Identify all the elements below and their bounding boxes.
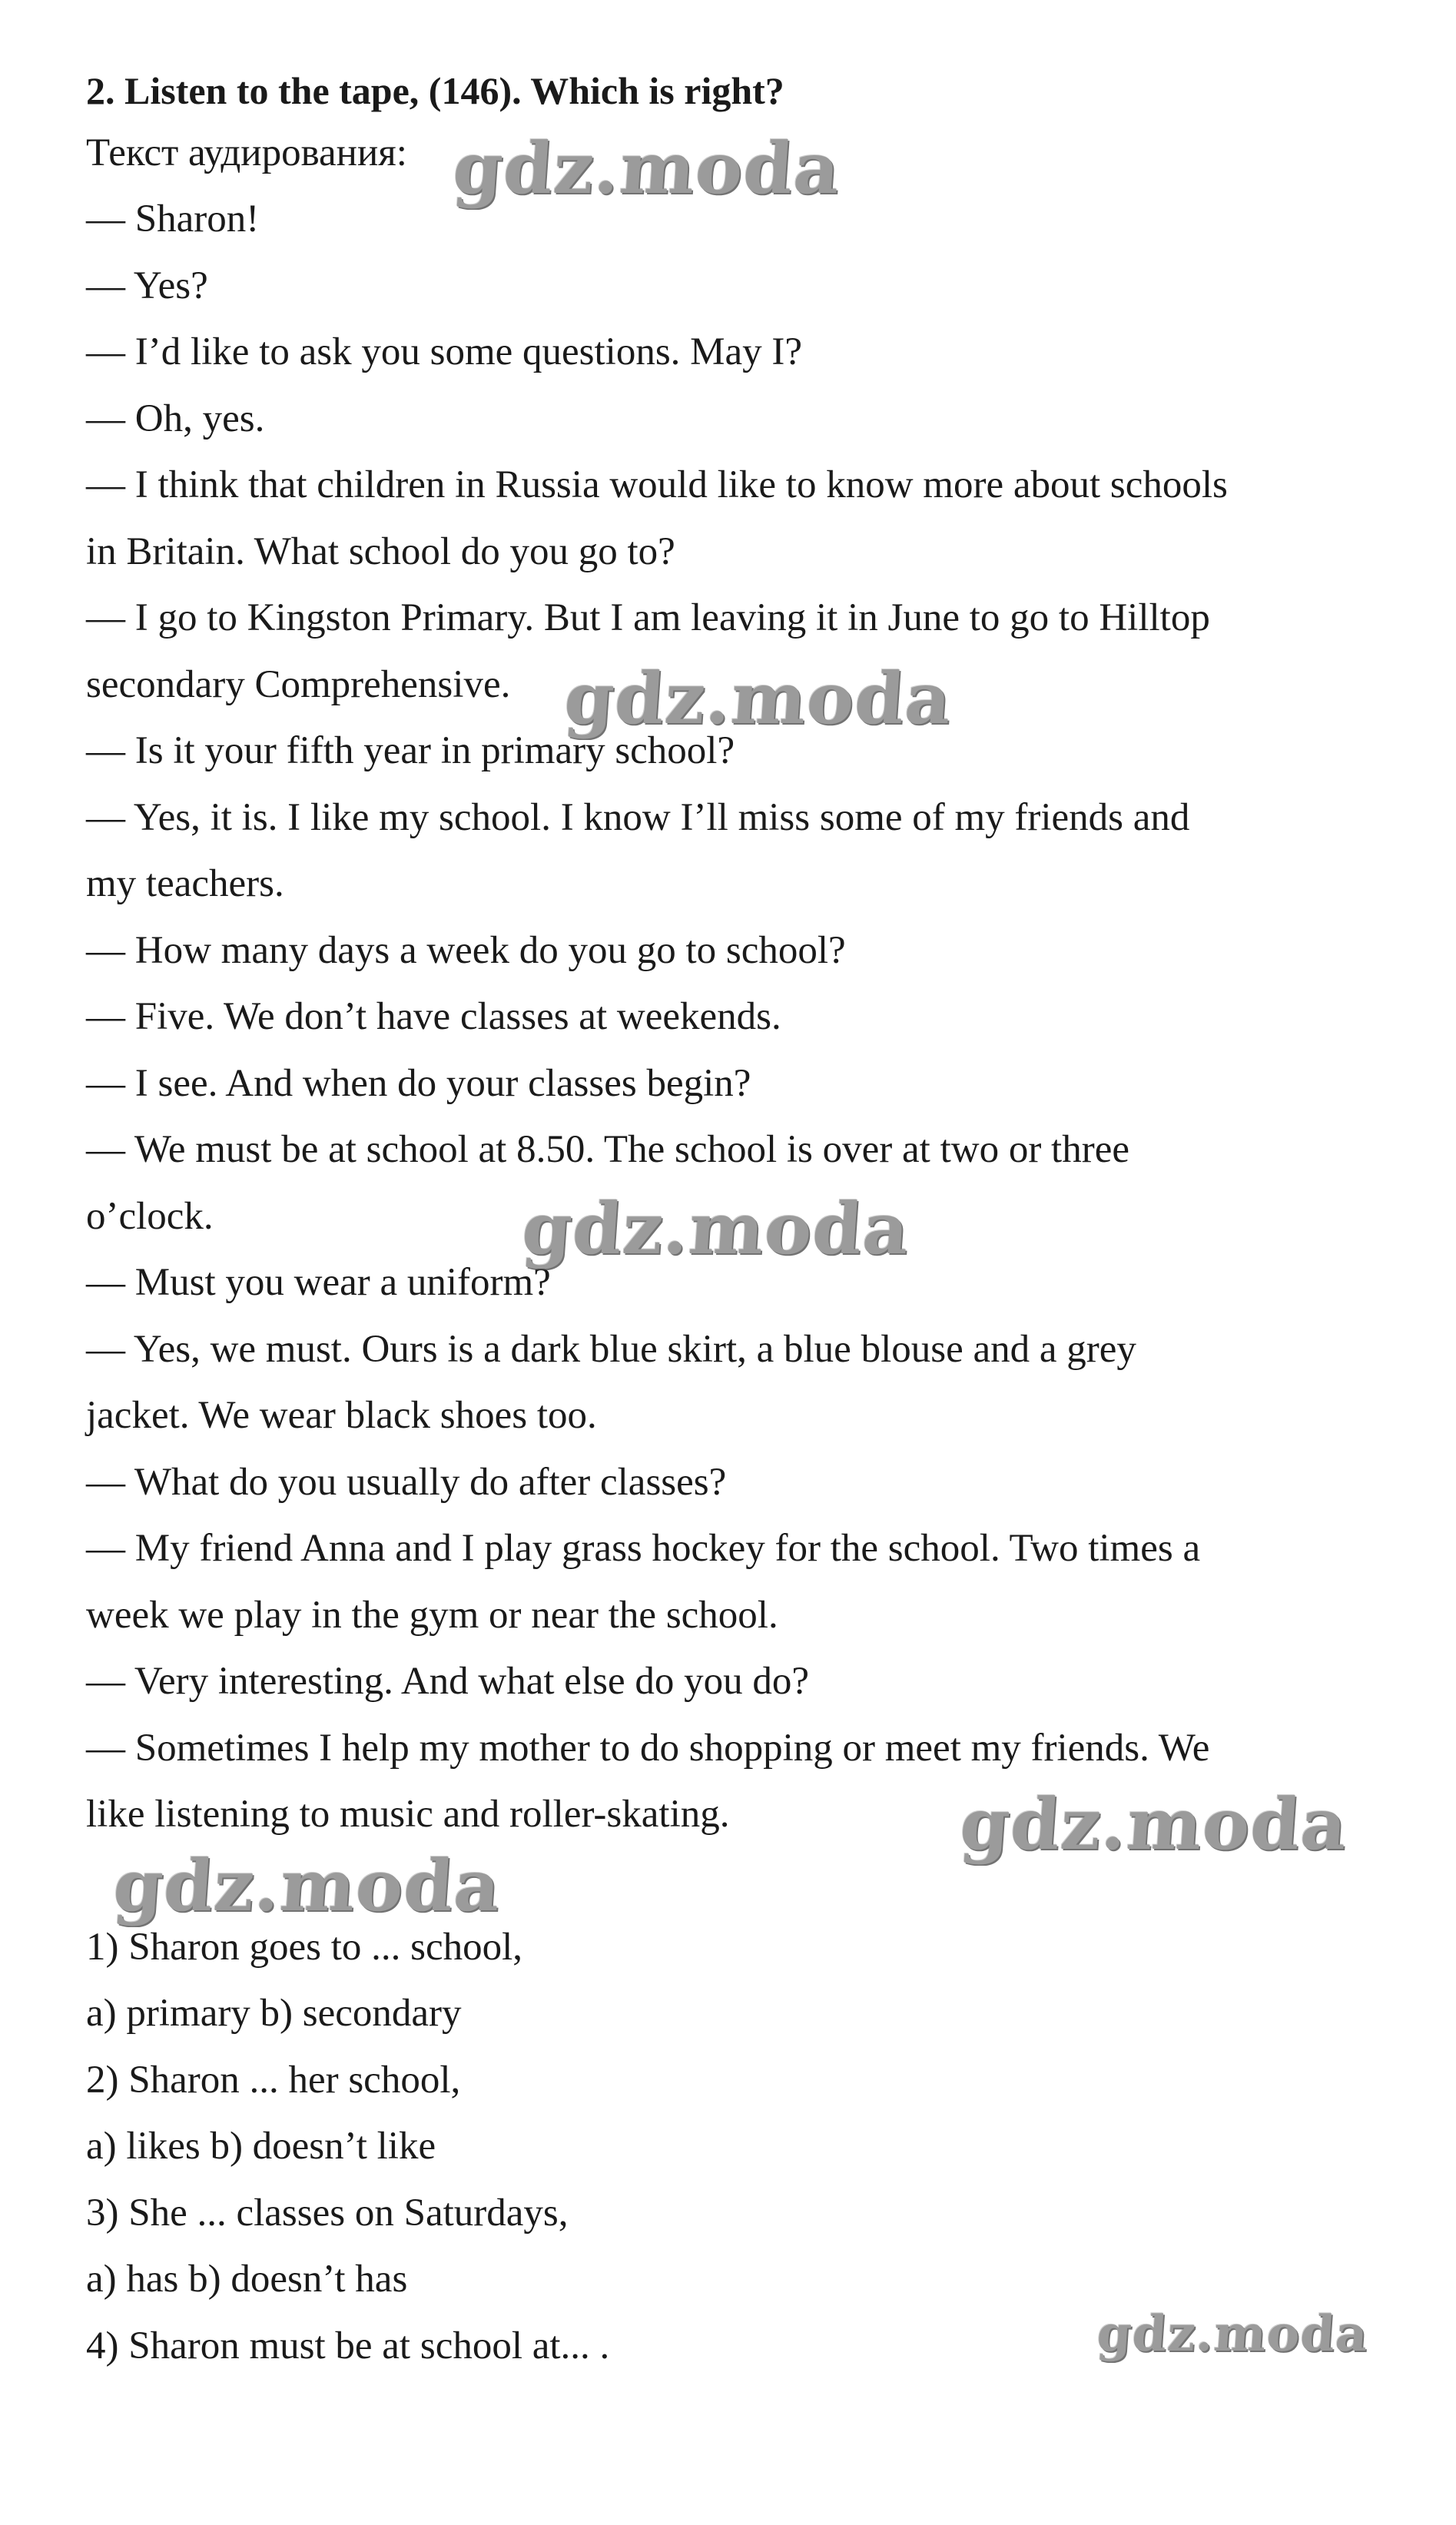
dialogue-line: in Britain. What school do you go to? bbox=[86, 529, 675, 573]
dialogue-line: — My friend Anna and I play grass hockey for the school. Two times a bbox=[86, 1527, 1201, 1570]
dialogue-line: — Is it your fifth year in primary school? bbox=[86, 729, 735, 772]
question-line: 2) Sharon ... her school, bbox=[86, 2058, 461, 2102]
dialogue-line: — I think that children in Russia would like to know more about schools bbox=[86, 463, 1228, 506]
dialogue-line: my teachers. bbox=[86, 862, 284, 905]
dialogue-line: — Very interesting. And what else do you do? bbox=[86, 1660, 809, 1703]
question-line: 4) Sharon must be at school at... . bbox=[86, 2324, 610, 2367]
dialogue-line: like listening to music and roller-skating. bbox=[86, 1793, 730, 1836]
watermark-logo: gdz.moda bbox=[1095, 2305, 1371, 2363]
watermark-logo: gdz.moda bbox=[957, 1783, 1351, 1866]
question-line: 3) She ... classes on Saturdays, bbox=[86, 2191, 569, 2235]
watermark-logo: gdz.moda bbox=[450, 127, 844, 210]
answer-options: a) primary b) secondary bbox=[86, 1992, 462, 2035]
dialogue-line: — How many days a week do you go to school? bbox=[86, 928, 846, 972]
answer-options: a) likes b) doesn’t like bbox=[86, 2125, 436, 2168]
dialogue-line: — We must be at school at 8.50. The school is over at two or three bbox=[86, 1128, 1129, 1171]
dialogue-line: — Yes, we must. Ours is a dark blue skirt, a blue blouse and a grey bbox=[86, 1327, 1136, 1371]
dialogue-line: o’clock. bbox=[86, 1194, 214, 1238]
watermark-logo: gdz.moda bbox=[519, 1187, 913, 1270]
dialogue-line: — What do you usually do after classes? bbox=[86, 1460, 727, 1504]
listening-intro: Текст аудирования: bbox=[86, 131, 407, 174]
dialogue-line: — I go to Kingston Primary. But I am leaving it in June to go to Hilltop bbox=[86, 596, 1210, 639]
dialogue-line: jacket. We wear black shoes too. bbox=[86, 1394, 597, 1437]
watermark-logo: gdz.moda bbox=[562, 657, 955, 740]
dialogue-line: — Five. We don’t have classes at weekends. bbox=[86, 995, 781, 1038]
dialogue-line: secondary Comprehensive. bbox=[86, 662, 511, 706]
dialogue-line: — Yes? bbox=[86, 264, 208, 307]
dialogue-line: week we play in the gym or near the school. bbox=[86, 1593, 778, 1637]
watermark-logo: gdz.moda bbox=[111, 1844, 504, 1927]
dialogue-line: — Must you wear a uniform? bbox=[86, 1261, 551, 1304]
dialogue-line: — Yes, it is. I like my school. I know I’ll miss some of my friends and bbox=[86, 795, 1190, 839]
answer-options: a) has b) doesn’t has bbox=[86, 2258, 408, 2301]
question-line: 1) Sharon goes to ... school, bbox=[86, 1925, 523, 1969]
dialogue-block bbox=[86, 186, 1392, 1848]
exercise-heading: 2. Listen to the tape, (146). Which is right? bbox=[86, 69, 784, 112]
dialogue-line: — Sharon! bbox=[86, 197, 260, 241]
dialogue-line: — I’d like to ask you some questions. May I? bbox=[86, 330, 803, 373]
dialogue-line: — I see. And when do your classes begin? bbox=[86, 1061, 751, 1105]
dialogue-line: — Sometimes I help my mother to do shopping or meet my friends. We bbox=[86, 1726, 1210, 1770]
dialogue-line: — Oh, yes. bbox=[86, 397, 265, 440]
